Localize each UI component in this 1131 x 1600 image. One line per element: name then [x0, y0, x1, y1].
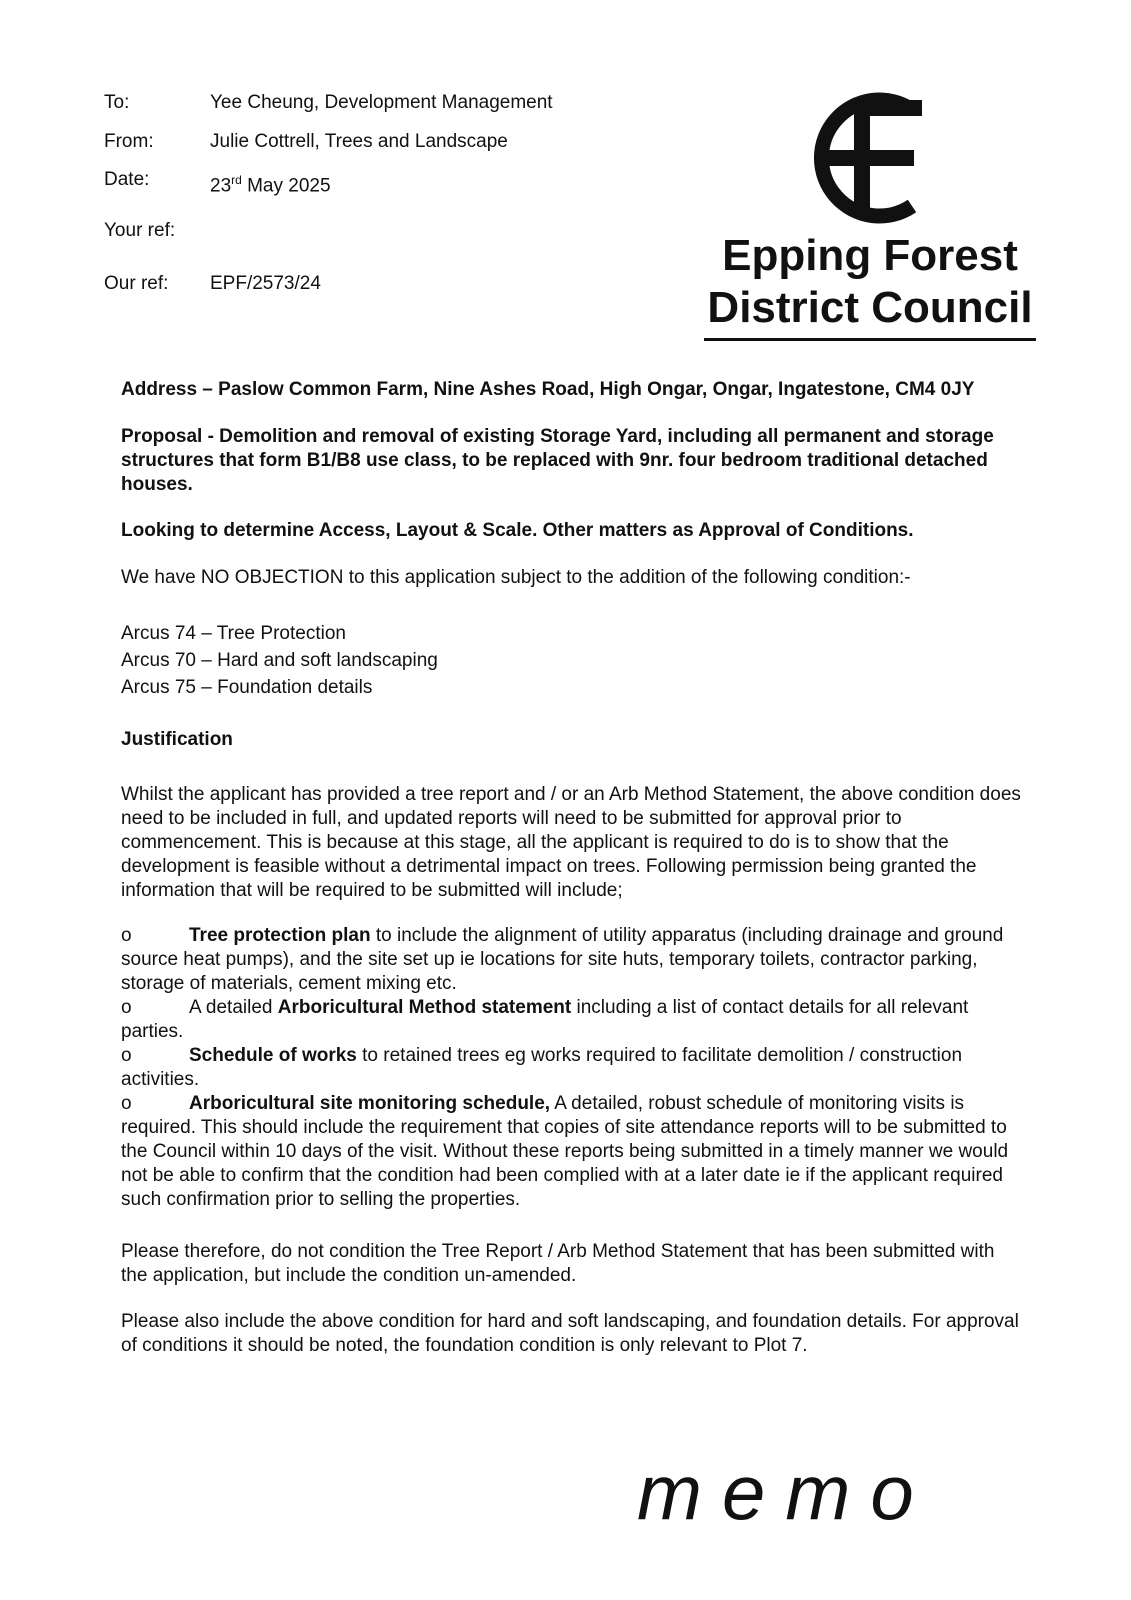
from-value: Julie Cottrell, Trees and Landscape	[210, 131, 508, 152]
efdc-monogram-icon	[808, 90, 928, 226]
list-item	[121, 1092, 1021, 1212]
objection-line: We have NO OBJECTION to this application subject to the addition of the following condition:-	[121, 567, 911, 588]
proposal: Proposal - Demolition and removal of existing Storage Yard, including all permanent and storage structures that form B1/B8 use class, to be replaced with 9nr. four bedroom traditional detached houses.	[121, 426, 994, 495]
condition-item: Arcus 75 – Foundation details	[121, 677, 373, 698]
to-value: Yee Cheung, Development Management	[210, 92, 553, 113]
bullet-mark: o	[121, 1093, 132, 1114]
date-value	[210, 169, 331, 197]
bullet-mark: o	[121, 1045, 132, 1066]
council-rule	[704, 338, 1036, 341]
justification-paragraph: Whilst the applicant has provided a tree report and / or an Arb Method Statement, the above condition does need to be included in full, and updated reports will need to be submitted for approval prior to commencement. This is because at this stage, all the applicant is required to do is to show that the development is feasible without a detrimental impact on trees. Following permission being granted the information that will be required to be submitted will include;	[121, 784, 1021, 901]
condition-item: Arcus 74 – Tree Protection	[121, 623, 346, 644]
therefore-paragraph: Please therefore, do not condition the Tree Report / Arb Method Statement that has been submitted with the application, but include the condition un-amended.	[121, 1241, 995, 1286]
bullets-list	[121, 924, 1021, 1212]
also-paragraph: Please also include the above condition for hard and soft landscaping, and foundation details. For approval of conditions it should be noted, the foundation condition is only relevant to Plot 7.	[121, 1311, 1019, 1356]
bullet-text: A detailed, robust schedule of monitoring visits is required. This should include the requirement that copies of site attendance reports will to be submitted to the Council within 10 days of the visit. Without these reports being submitted in a timely manner we would not be able to confirm that the condition had been complied with at a later date ie if the applicant required such confirmation prior to selling the properties.	[121, 1093, 1009, 1210]
list-item	[121, 1044, 1021, 1092]
bullet-bold: Arboricultural site monitoring schedule,	[189, 1093, 551, 1114]
yourref-label: Your ref:	[104, 220, 176, 241]
ourref-value: EPF/2573/24	[210, 273, 321, 294]
date-suffix: rd	[231, 173, 242, 187]
council-name-line2: District Council	[707, 283, 1033, 332]
memo-footer: memo	[637, 1448, 934, 1536]
bullet-mark: o	[121, 997, 132, 1018]
to-label: To:	[104, 92, 130, 113]
bullet-text: to retained trees eg works required to facilitate demolition / construction activities.	[121, 1045, 963, 1090]
bullet-text: including a list of contact details for all relevant parties.	[121, 997, 969, 1042]
bullet-bold: Tree protection plan	[189, 925, 371, 946]
council-name-line1: Epping Forest	[722, 231, 1018, 280]
bullet-mark: o	[121, 925, 132, 946]
condition-item: Arcus 70 – Hard and soft landscaping	[121, 650, 438, 671]
list-item: o A detailed Arboricultural Method statement including a list of contact details for all relevant parties.	[121, 997, 969, 1042]
bullet-bold: Arboricultural Method statement	[277, 997, 572, 1018]
date-rest: May 2025	[241, 175, 331, 197]
list-item	[121, 924, 1021, 996]
bullet-bold: Schedule of works	[189, 1045, 357, 1066]
council-logo	[700, 90, 1040, 350]
ourref-label: Our ref:	[104, 273, 169, 294]
determine-line: Looking to determine Access, Layout & Scale. Other matters as Approval of Conditions.	[121, 520, 914, 541]
justification-heading: Justification	[121, 729, 233, 750]
address: Address – Paslow Common Farm, Nine Ashes Road, High Ongar, Ongar, Ingatestone, CM4 0JY	[121, 379, 975, 400]
from-label: From:	[104, 131, 154, 152]
bullet-text: to include the alignment of utility apparatus (including drainage and ground source heat pumps), and the site set up ie locations for site huts, temporary toilets, contractor parking, storage of materials, cement mixing etc.	[121, 925, 1004, 994]
council-name	[700, 230, 1040, 334]
date-day: 23	[210, 175, 232, 197]
conditions-list	[121, 620, 1021, 701]
date-label: Date:	[104, 169, 150, 190]
